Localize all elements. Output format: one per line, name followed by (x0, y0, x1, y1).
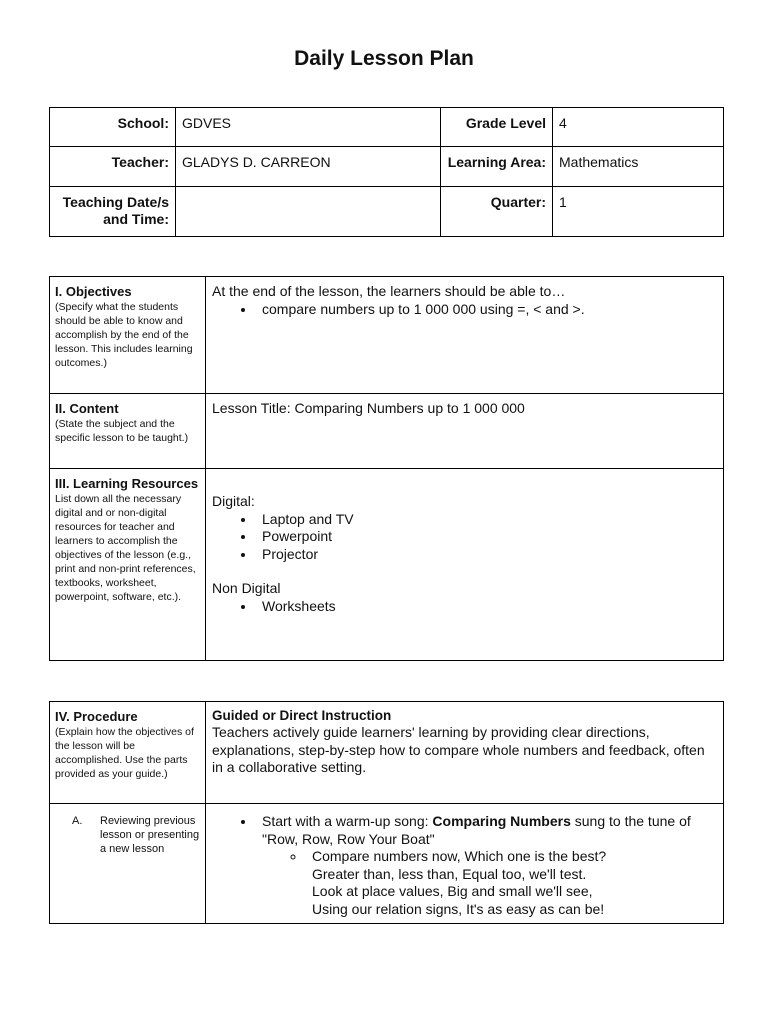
step-a (50, 804, 205, 856)
grade-level-value: 4 (553, 108, 724, 147)
resources-heading: III. Learning Resources (55, 476, 199, 491)
warmup-item (256, 813, 715, 918)
school-value: GDVES (176, 108, 441, 147)
quarter-label: Quarter: (441, 187, 553, 237)
objectives-intro: At the end of the lesson, the learners should be able to… (212, 283, 566, 299)
method-description: Teachers actively guide learners' learning by providing clear directions, explanations, step-by-step how to compare whole numbers and feedback, often in a collaborative setting. (212, 724, 705, 775)
content-heading: II. Content (55, 401, 119, 416)
page-title: Daily Lesson Plan (294, 47, 474, 70)
step-a-row (50, 804, 724, 924)
resources-description: List down all the necessary digital and or non-digital resources for teacher and learners to accomplish the objectives of the lesson (e.g., print and non-print references, textbooks, worksheet, powerpoint, software, etc.). (55, 493, 196, 603)
lyric-line: Using our relation signs, It's as easy as can be! (312, 900, 605, 917)
lesson-title: Lesson Title: Comparing Numbers up to 1 000 000 (212, 400, 525, 416)
learning-area-label: Learning Area: (441, 147, 553, 187)
learning-area-value: Mathematics (553, 147, 724, 187)
teacher-value: GLADYS D. CARREON (176, 147, 441, 187)
teaching-date-label (50, 187, 176, 237)
digital-label: Digital: (212, 493, 255, 509)
digital-resource-item: • Laptop and TV (256, 511, 715, 529)
method-title: Guided or Direct Instruction (212, 708, 392, 723)
objectives-heading: I. Objectives (55, 284, 132, 299)
objective-item: • compare numbers up to 1 000 000 using =, < and >. (256, 301, 715, 319)
quarter-value: 1 (553, 187, 724, 237)
digital-resource-item: • Powerpoint (256, 528, 715, 546)
teaching-date-value (176, 187, 441, 237)
warmup-suffix: sung to the tune of "Row, Row, Row Your Boat" (262, 813, 691, 847)
non-digital-label: Non Digital (212, 580, 281, 596)
grade-level-label: Grade Level (441, 108, 553, 147)
info-table (49, 107, 724, 237)
lesson-sections-table (49, 276, 724, 661)
teaching-date-label-line2: and Time: (103, 211, 169, 227)
content-row (50, 394, 724, 469)
procedure-row (50, 702, 724, 804)
step-a-activities (212, 813, 715, 918)
digital-resource-item: • Projector (256, 546, 715, 564)
objectives-description: (Specify what the students should be able to know and accomplish by the end of the lesson. This includes learning outcomes.) (55, 301, 193, 369)
lyric-line: Look at place values, Big and small we'll see, (312, 883, 593, 899)
school-label: School: (50, 108, 176, 147)
warmup-song-title: Comparing Numbers (432, 813, 571, 829)
resources-row (50, 469, 724, 661)
procedure-table (49, 701, 724, 924)
objectives-row (50, 277, 724, 394)
non-digital-resource-item: • Worksheets (256, 598, 715, 616)
procedure-description: (Explain how the objectives of the lesson will be accomplished. Use the parts provided as your guide.) (55, 726, 194, 780)
procedure-heading: IV. Procedure (55, 709, 138, 724)
lyric-block (306, 848, 715, 918)
lyric-line: Greater than, less than, Equal too, we'll test. (312, 865, 587, 882)
non-digital-resources-list (212, 598, 715, 616)
digital-resources-list (212, 511, 715, 564)
step-a-letter: A. (72, 815, 83, 827)
content-description: (State the subject and the specific lesson to be taught.) (55, 418, 189, 444)
lyric-line: ◦ Compare numbers now, Which one is the best? (312, 848, 607, 864)
teacher-label: Teacher: (50, 147, 176, 187)
song-lyrics (262, 848, 715, 918)
step-a-label: Reviewing previous lesson or presenting a new lesson (100, 815, 200, 855)
teaching-date-label-line1: Teaching Date/s (62, 194, 169, 210)
objectives-list (212, 301, 715, 319)
warmup-prefix: Start with a warm-up song: (262, 813, 433, 829)
